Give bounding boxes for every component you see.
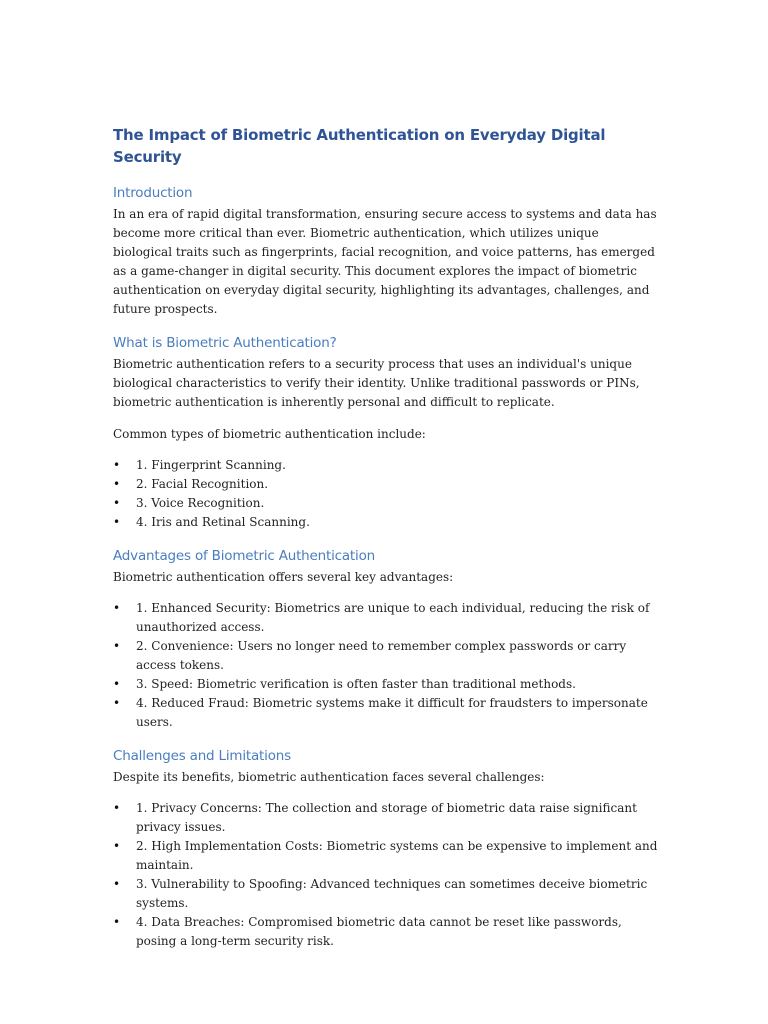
list-item-text: 1. Privacy Concerns: The collection and storage of biometric data raise significant privacy issues. [136,801,637,834]
list-item [113,475,658,494]
list-item-text: 2. Convenience: Users no longer need to remember complex passwords or carry access tokens. [136,639,627,672]
advantages-list [113,599,658,732]
bullet-icon: • [113,915,121,929]
list-item [113,694,658,732]
section-heading-advantages: Advantages of Biometric Authentication [113,548,375,564]
list-item-text: 4. Iris and Retinal Scanning. [136,515,310,529]
list-item [113,494,658,513]
list-item-text: 1. Enhanced Security: Biometrics are unique to each individual, reducing the risk of unauthorized access. [136,601,650,634]
section-heading-introduction: Introduction [113,185,193,201]
list-item-text: 3. Vulnerability to Spoofing: Advanced techniques can sometimes deceive biometric systems. [136,877,648,910]
types-list-intro: Common types of biometric authentication include: [113,427,426,441]
challenges-paragraph: Despite its benefits, biometric authentication faces several challenges: [113,770,545,784]
what-is-paragraph: Biometric authentication refers to a security process that uses an individual's unique biological characteristics to verify their identity. Unlike traditional passwords or PINs, biometric authentication is inherently personal and difficult to replicate. [113,357,640,409]
bullet-icon: • [113,801,121,815]
list-item [113,675,658,694]
list-item [113,837,658,875]
document-title: The Impact of Biometric Authentication on Everyday Digital Security [113,126,606,166]
bullet-icon: • [113,839,121,853]
bullet-icon: • [113,639,121,653]
types-list [113,456,658,532]
list-item-text: 2. Facial Recognition. [136,477,269,491]
bullet-icon: • [113,601,121,615]
list-item-text: 3. Voice Recognition. [136,496,265,510]
document-body [113,124,658,951]
list-item [113,456,658,475]
bullet-icon: • [113,677,121,691]
list-item-text: 4. Reduced Fraud: Biometric systems make it difficult for fraudsters to impersonate users. [136,696,648,729]
list-item [113,599,658,637]
bullet-icon: • [113,696,121,710]
list-item [113,799,658,837]
challenges-list [113,799,658,951]
list-item [113,875,658,913]
list-item [113,913,658,951]
list-item-text: 1. Fingerprint Scanning. [136,458,286,472]
section-heading-challenges: Challenges and Limitations [113,748,291,764]
list-item-text: 4. Data Breaches: Compromised biometric data cannot be reset like passwords, posing a long-term security risk. [136,915,622,948]
bullet-icon: • [113,515,121,529]
list-item [113,637,658,675]
list-item-text: 2. High Implementation Costs: Biometric systems can be expensive to implement and maintain. [136,839,658,872]
advantages-paragraph: Biometric authentication offers several key advantages: [113,570,454,584]
list-item [113,513,658,532]
bullet-icon: • [113,477,121,491]
section-heading-what-is: What is Biometric Authentication? [113,335,337,351]
list-item-text: 3. Speed: Biometric verification is often faster than traditional methods. [136,677,576,691]
bullet-icon: • [113,496,121,510]
bullet-icon: • [113,458,121,472]
bullet-icon: • [113,877,121,891]
introduction-paragraph: In an era of rapid digital transformation, ensuring secure access to systems and data has become more critical than ever. Biometric authentication, which utilizes unique biological traits such as fingerprints, facial recognition, and voice patterns, has emerged as a game-changer in digital security. This document explores the impact of biometric authentication on everyday digital security, highlighting its advantages, challenges, and future prospects. [113,207,657,316]
